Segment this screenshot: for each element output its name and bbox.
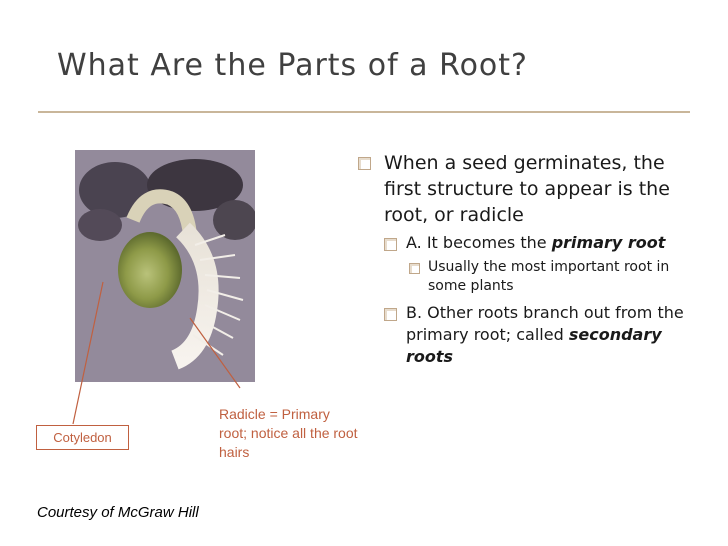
- bullet-text: A. It becomes the: [406, 233, 552, 252]
- bullet-list: [354, 150, 699, 368]
- bullet-box-icon: [358, 157, 371, 170]
- bullet-level3: [354, 258, 699, 296]
- bullet-level2: [354, 232, 699, 254]
- bullet-text: B. Other roots branch out from the primary root; called: [406, 303, 684, 344]
- bullet-box-icon: [384, 238, 397, 251]
- germinating-seed-photo: [75, 150, 255, 382]
- slide-title: What Are the Parts of a Root?: [57, 48, 528, 83]
- radicle-label: Radicle = Primary root; notice all the root hairs: [219, 406, 358, 460]
- bullet-text: Usually the most important root in some plants: [428, 259, 670, 294]
- bullet-level1: [354, 150, 699, 228]
- bullet-box-icon: [384, 308, 397, 321]
- cotyledon-label: Cotyledon: [36, 425, 129, 450]
- bullet-level2: [354, 302, 699, 368]
- bullet-text: When a seed germinates, the first structure to appear is the root, or radicle: [384, 152, 670, 226]
- image-credit: Courtesy of McGraw Hill: [37, 504, 199, 521]
- seed-photo: [75, 150, 255, 382]
- title-divider: [38, 111, 690, 113]
- bullet-emphasis: primary root: [551, 233, 666, 252]
- bullet-box-icon: [409, 263, 420, 274]
- bullet-emphasis: secondary roots: [406, 325, 662, 366]
